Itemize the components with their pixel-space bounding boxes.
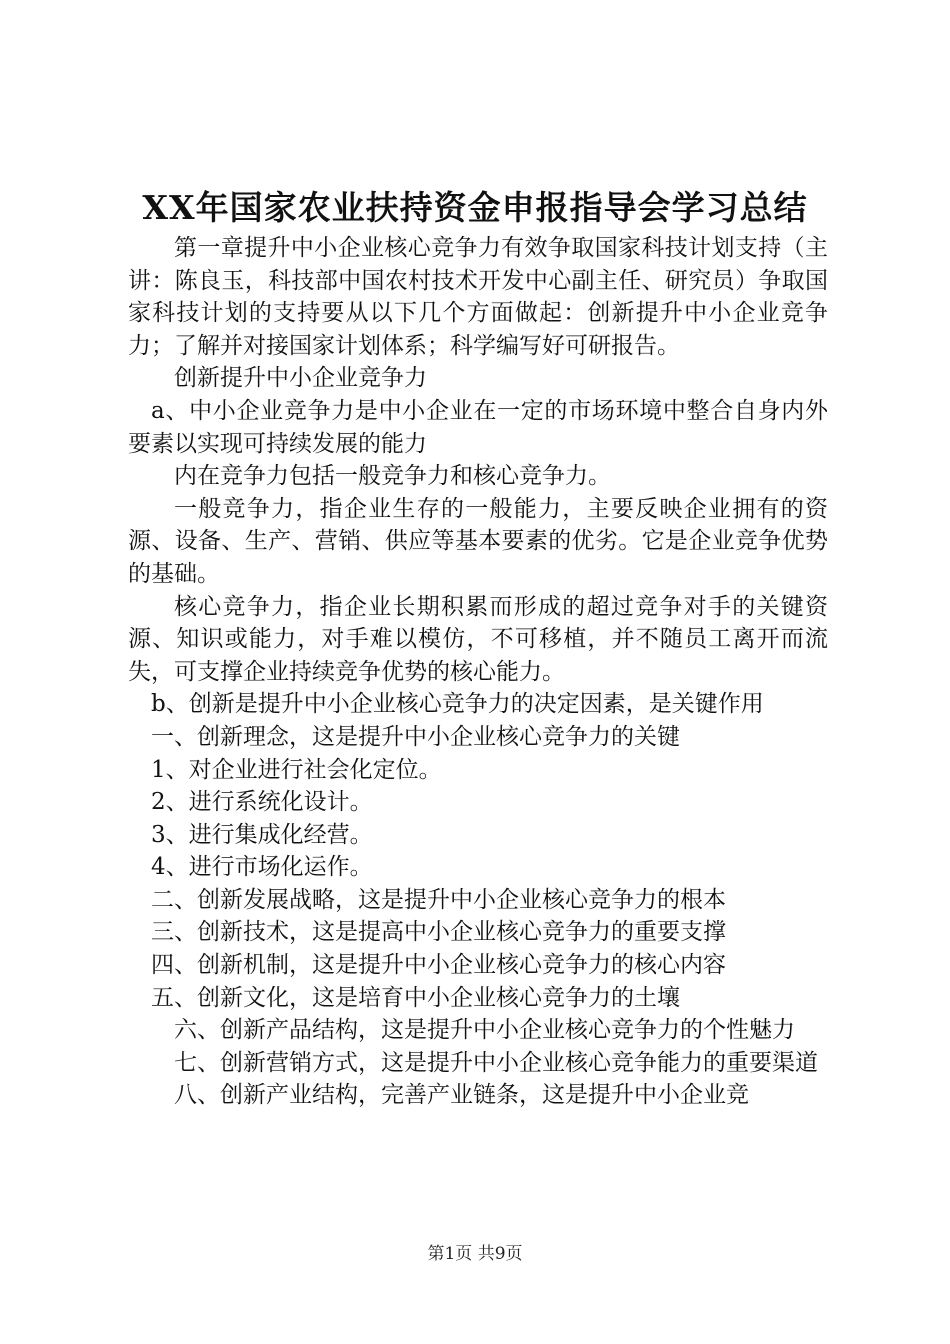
paragraph-item-6: 六、创新产品结构，这是提升中小企业核心竞争力的个性魅力 [174, 1017, 795, 1044]
paragraph-item-8: 八、创新产业结构，完善产业链条，这是提升中小企业竞 [174, 1082, 749, 1109]
paragraph-subitem-2: 2、进行系统化设计。 [151, 789, 373, 816]
paragraph-item-4: 四、创新机制，这是提升中小企业核心竞争力的核心内容 [151, 952, 726, 979]
paragraph-core-competitiveness: 核心竞争力，指企业长期积累而形成的超过竞争对手的关键资源、知识或能力，对手难以模仿，不可移植，并不随员工离开而流失，可支撑企业持续竞争优势的核心能力。 [128, 593, 828, 685]
paragraph-item-5: 五、创新文化，这是培育中小企业核心竞争力的土壤 [151, 984, 680, 1011]
paragraph-item-7: 七、创新营销方式，这是提升中小企业核心竞争能力的重要渠道 [174, 1049, 818, 1076]
paragraph-subitem-1: 1、对企业进行社会化定位。 [151, 756, 442, 783]
paragraph-item-1: 一、创新理念，这是提升中小企业核心竞争力的关键 [151, 723, 680, 750]
document-title: XX年国家农业扶持资金申报指导会学习总结 [142, 188, 808, 227]
paragraph-inner-competitiveness: 内在竞争力包括一般竞争力和核心竞争力。 [174, 463, 611, 490]
document-body [128, 232, 828, 1112]
paragraph-item-3: 三、创新技术，这是提高中小企业核心竞争力的重要支撑 [151, 919, 726, 946]
paragraph-point-b: b、创新是提升中小企业核心竞争力的决定因素，是关键作用 [151, 691, 764, 718]
paragraph-heading-competitiveness: 创新提升中小企业竞争力 [174, 365, 427, 392]
page-number: 第1页 共9页 [427, 1244, 523, 1264]
paragraph-item-2: 二、创新发展战略，这是提升中小企业核心竞争力的根本 [151, 886, 726, 913]
paragraph-intro: 第一章提升中小企业核心竞争力有效争取国家科技计划支持（主讲：陈良玉，科技部中国农村技术开发中心副主任、研究员）争取国家科技计划的支持要从以下几个方面做起：创新提升中小企业竞争力；了解并对接国家计划体系；科学编写好可研报告。 [128, 235, 828, 359]
paragraph-general-competitiveness: 一般竞争力，指企业生存的一般能力，主要反映企业拥有的资源、设备、生产、营销、供应等基本要素的优劣。它是企业竞争优势的基础。 [128, 495, 828, 587]
paragraph-subitem-4: 4、进行市场化运作。 [151, 854, 373, 881]
paragraph-subitem-3: 3、进行集成化经营。 [151, 821, 373, 848]
paragraph-point-a: a、中小企业竞争力是中小企业在一定的市场环境中整合自身内外要素以实现可持续发展的能力 [128, 397, 828, 457]
